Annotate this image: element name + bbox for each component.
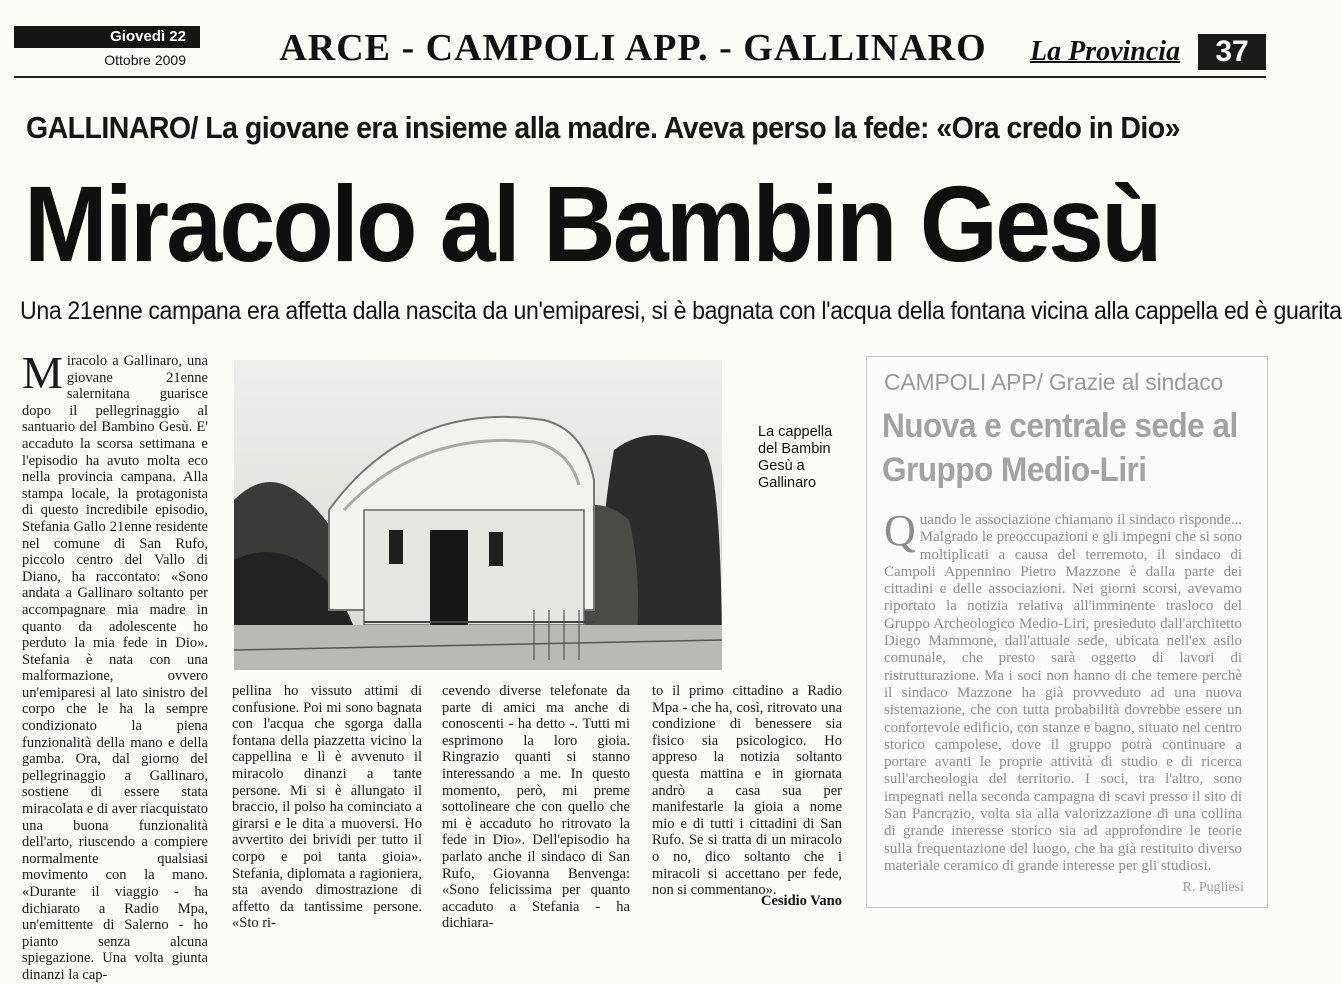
column-1-text: iracolo a Gallinaro, una giovane 21enne salernitana guarisce dopo il pellegrinaggio al santuario del Bambino Gesù. E' accaduto la scorsa settimana e l'episodio ha avuto molta eco nella provincia campana. Alla stampa locale, la protagonista di questo incredibile episodio, Stefania Gallo 21enne residente nel comune di San Rufo, piccolo centro del Vallo di Diano, ha raccontato: «Sono andata a Gallinaro soltanto per accompagnare mia madre in quanto da adolescente ho perduto la mia fede in Dio». Stefania è nata con una malformazione, ovvero un'emiparesi al lato sinistro del corpo che le ha la sempre condizionato la piena funzionalità della mano e della gamba. Ora, dal giorno del pellegrinaggio a Gallinaro, sostiene di essere stata miracolata e di aver riacquistato una buona funzionalità dell'arto, riuscendo a compiere normalmente qualsiasi movimento con la mano. «Durante il viaggio - ha dichiarato a Radio Mpa, un'emittente di Salerno - ho pianto senza alcuna spiegazione. Una volta giunta dinanzi la cap- [22,353,208,983]
article-column-2: pellina ho vissuto attimi di confusione. Poi mi sono bagnata con l'acqua che sgorga dalla fontana della piazzetta vicino la cappellina e lì è avvenuto il miracolo dinanzi a tante persone. Mi si è allungato il braccio, il polso ha cominciato a girarsi e le dita a muoversi. Ho avvertito dei brividi per tutto il corpo e poi tanta gioia». Stefania, diplomata a ragioniera, sta avendo dimostrazione di affetto da tantissime persone. «Sto ri- [232,683,422,932]
page-number: 37 [1198,34,1266,70]
article-column-4: to il primo cittadino a Radio Mpa - che ha, così, ritrovato una condizione di benessere sia fisico sia psicologico. Ho appreso la notizia soltanto questa mattina e in giornata andrò a casa sua per manifestarle la gioia a nome mio e di tutti i cittadini di San Rufo. Se si tratta di un miracolo o no, dico soltanto che i miracoli si accettano per fede, non si commentano». [652,683,842,899]
sidebar-author: R. Pugliesi [1182,880,1244,895]
date-box [14,26,200,72]
article-column-3: cevendo diverse telefonate da parte di amici ma anche di conoscenti - ha detto -. Tutti mi esprimono la loro gioia. Ringrazio quanti si stanno interessando a me. In questo momento, però, mi preme sottolineare che con quello che mi è accaduto ho ritrovato la fede in Dio». Dell'episodio ha parlato anche il sindaco di San Rufo, Giovanna Benvenga: «Sono felicissima per quanto accaduto a Stefania - ha dichiara- [442,683,630,932]
chapel-photo [234,360,722,670]
section-title: ARCE - CAMPOLI APP. - GALLINARO [279,27,987,69]
drop-cap: M [22,347,63,398]
sidebar-drop-cap: Q [884,506,916,555]
article-subhead: Una 21enne campana era affetta dalla nascita da un'emiparesi, si è bagnata con l'acqua della fontana vicina alla cappella ed è guarita [20,297,1342,325]
date-day: Giovedì 22 [14,26,200,48]
photo-caption: La cappella del Bambin Gesù a Gallinaro [758,424,833,491]
article-byline: Cesidio Vano [761,893,842,909]
newspaper-logo: La Provincia [1030,36,1181,67]
article-column-1 [22,347,208,983]
sidebar-title: Nuova e centrale sede al Gruppo Medio-Liri [882,407,1238,489]
chapel-photo-drawing [234,360,722,670]
masthead-divider [14,76,1266,78]
article-headline: Miracolo al Bambin Gesù [24,163,1160,284]
sidebar-body [884,506,1242,874]
sidebar-body-text: uando le associazione chiamano il sindaco risponde... Malgrado le preoccupazioni e gli impegni che si sono moltiplicati a causa del terremoto, il sindaco di Campoli Appennino Pietro Mazzone è dalla parte dei cittadini e delle associazioni. Nei giorni scorsi, avevamo riportato la notizia relativa all'imminente trasloco del Gruppo Archeologico Medio-Liri, presieduto dall'architetto Diego Mammone, dall'attuale sede, ubicata nell'ex asilo comunale, che presto sarà oggetto di lavori di ristrutturazione. Ma i soci non hanno di che temere perchè il sindaco Mazzone ha già provveduto ad una nuova sistemazione, che con tutta probabilità dovrebbe essere un confortevole edificio, con stanze e bagno, situato nel centro storico campolese, dove il gruppo potrà continuare a portare avanti le proprie attività di studio e di ricerca sull'archeologia del territorio. I soci, tra l'altro, sono impegnati nella seconda campagna di scavi presso il sito di San Pancrazio, volta sia alla valorizzazione di una collina di grande interesse storico sia ad approfondire le teorie sulla frequentazione del luogo, che ha già restituito diverso materiale ceramico di grande interesse per gli studiosi. [884,512,1242,874]
article-kicker: GALLINARO/ La giovane era insieme alla madre. Aveva perso la fede: «Ora credo in Dio» [26,110,1180,145]
sidebar-kicker: CAMPOLI APP/ Grazie al sindaco [884,369,1224,395]
date-month-year: Ottobre 2009 [104,52,186,68]
